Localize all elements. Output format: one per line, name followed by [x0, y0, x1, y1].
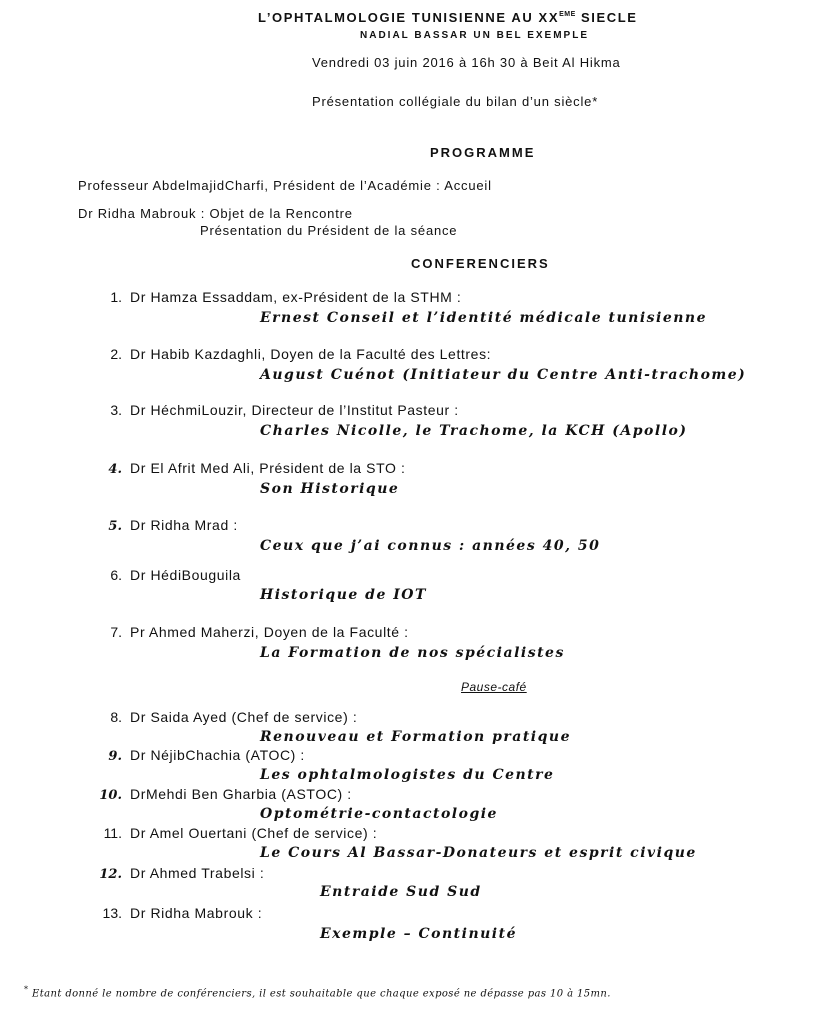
entry-number: 9. [108, 749, 122, 764]
talk-title: Son Historique [260, 481, 400, 497]
title-superscript: EME [559, 11, 576, 18]
speaker-name: Dr Ridha Mabrouk : [130, 905, 263, 921]
speaker-name: Dr El Afrit Med Ali, Président de la STO : [130, 460, 406, 476]
entry-number: 5. [108, 519, 122, 534]
speaker-entry [98, 747, 305, 765]
entry-number: 7. [110, 624, 122, 640]
speaker-entry [98, 905, 262, 923]
entry-number: 2. [110, 346, 122, 362]
date-line: Vendredi 03 juin 2016 à 16h 30 à Beit Al Hikma [312, 55, 621, 70]
programme-line-2: Dr Ridha Mabrouk : Objet de la Rencontre [78, 206, 353, 221]
entry-number: 10. [99, 788, 122, 803]
speaker-name: Dr Habib Kazdaghli, Doyen de la Faculté des Lettres: [130, 346, 492, 362]
title-main: L’OPHTALMOLOGIE TUNISIENNE AU XX [258, 10, 560, 25]
talk-title: Ernest Conseil et l’identité médicale tunisienne [260, 310, 708, 326]
talk-title: Optométrie-contactologie [260, 806, 498, 822]
speaker-entry [98, 567, 241, 585]
speaker-entry [98, 624, 409, 642]
entry-number: 12. [99, 867, 122, 882]
presentation-line: Présentation collégiale du bilan d’un siècle* [312, 94, 599, 109]
programme-heading: PROGRAMME [430, 145, 536, 160]
programme-line-3: Présentation du Président de la séance [200, 223, 458, 238]
speaker-name: Dr Ridha Mrad : [130, 517, 238, 533]
talk-title: La Formation de nos spécialistes [260, 645, 565, 661]
entry-number: 4. [108, 462, 122, 477]
speaker-entry [98, 786, 352, 804]
entry-number: 13. [102, 905, 122, 921]
conferenciers-heading: CONFERENCIERS [411, 256, 550, 271]
talk-title: Charles Nicolle, le Trachome, la KCH (Apollo) [260, 423, 688, 439]
pause-label: Pause-café [461, 680, 527, 694]
speaker-entry [98, 709, 357, 727]
speaker-name: Dr HéchmiLouzir, Directeur de l’Institut Pasteur : [130, 402, 459, 418]
entry-number: 11. [103, 825, 122, 841]
document-title [258, 10, 638, 25]
talk-title: Renouveau et Formation pratique [260, 729, 571, 745]
speaker-entry [98, 865, 264, 883]
document-subtitle: NADIAL BASSAR UN BEL EXEMPLE [360, 30, 589, 41]
speaker-name: Dr Hamza Essaddam, ex-Président de la STHM : [130, 289, 462, 305]
entry-number: 6. [110, 567, 122, 583]
speaker-entry [98, 460, 405, 478]
talk-title: Exemple – Continuité [320, 926, 517, 942]
speaker-name: DrMehdi Ben Gharbia (ASTOC) : [130, 786, 352, 802]
speaker-entry [98, 402, 459, 420]
speaker-name: Dr NéjibChachia (ATOC) : [130, 747, 305, 763]
entry-number: 1. [110, 289, 122, 305]
speaker-name: Dr Saida Ayed (Chef de service) : [130, 709, 358, 725]
footnote-text: Etant donné le nombre de conférenciers, il est souhaitable que chaque exposé ne dépasse pas 10 à 15mn. [32, 988, 611, 1000]
speaker-entry [98, 825, 377, 843]
talk-title: Ceux que j’ai connus : années 40, 50 [260, 538, 601, 554]
speaker-entry [98, 517, 238, 535]
entry-number: 8. [110, 709, 122, 725]
talk-title: August Cuénot (Initiateur du Centre Anti-trachome) [260, 367, 747, 383]
footnote [24, 985, 611, 999]
talk-title: Historique de IOT [260, 587, 427, 603]
entry-number: 3. [110, 402, 122, 418]
talk-title: Les ophtalmologistes du Centre [260, 767, 555, 783]
footnote-marker: * [24, 985, 29, 994]
title-end: SIECLE [575, 10, 638, 25]
talk-title: Le Cours Al Bassar-Donateurs et esprit civique [260, 845, 697, 861]
speaker-name: Dr HédiBouguila [130, 567, 241, 583]
speaker-entry [98, 346, 491, 364]
speaker-name: Dr Ahmed Trabelsi : [130, 865, 265, 881]
programme-line-1: Professeur AbdelmajidCharfi, Président de l’Académie : Accueil [78, 178, 492, 193]
speaker-name: Pr Ahmed Maherzi, Doyen de la Faculté : [130, 624, 409, 640]
speaker-name: Dr Amel Ouertani (Chef de service) : [130, 825, 378, 841]
talk-title: Entraide Sud Sud [320, 884, 482, 900]
speaker-entry [98, 289, 461, 307]
